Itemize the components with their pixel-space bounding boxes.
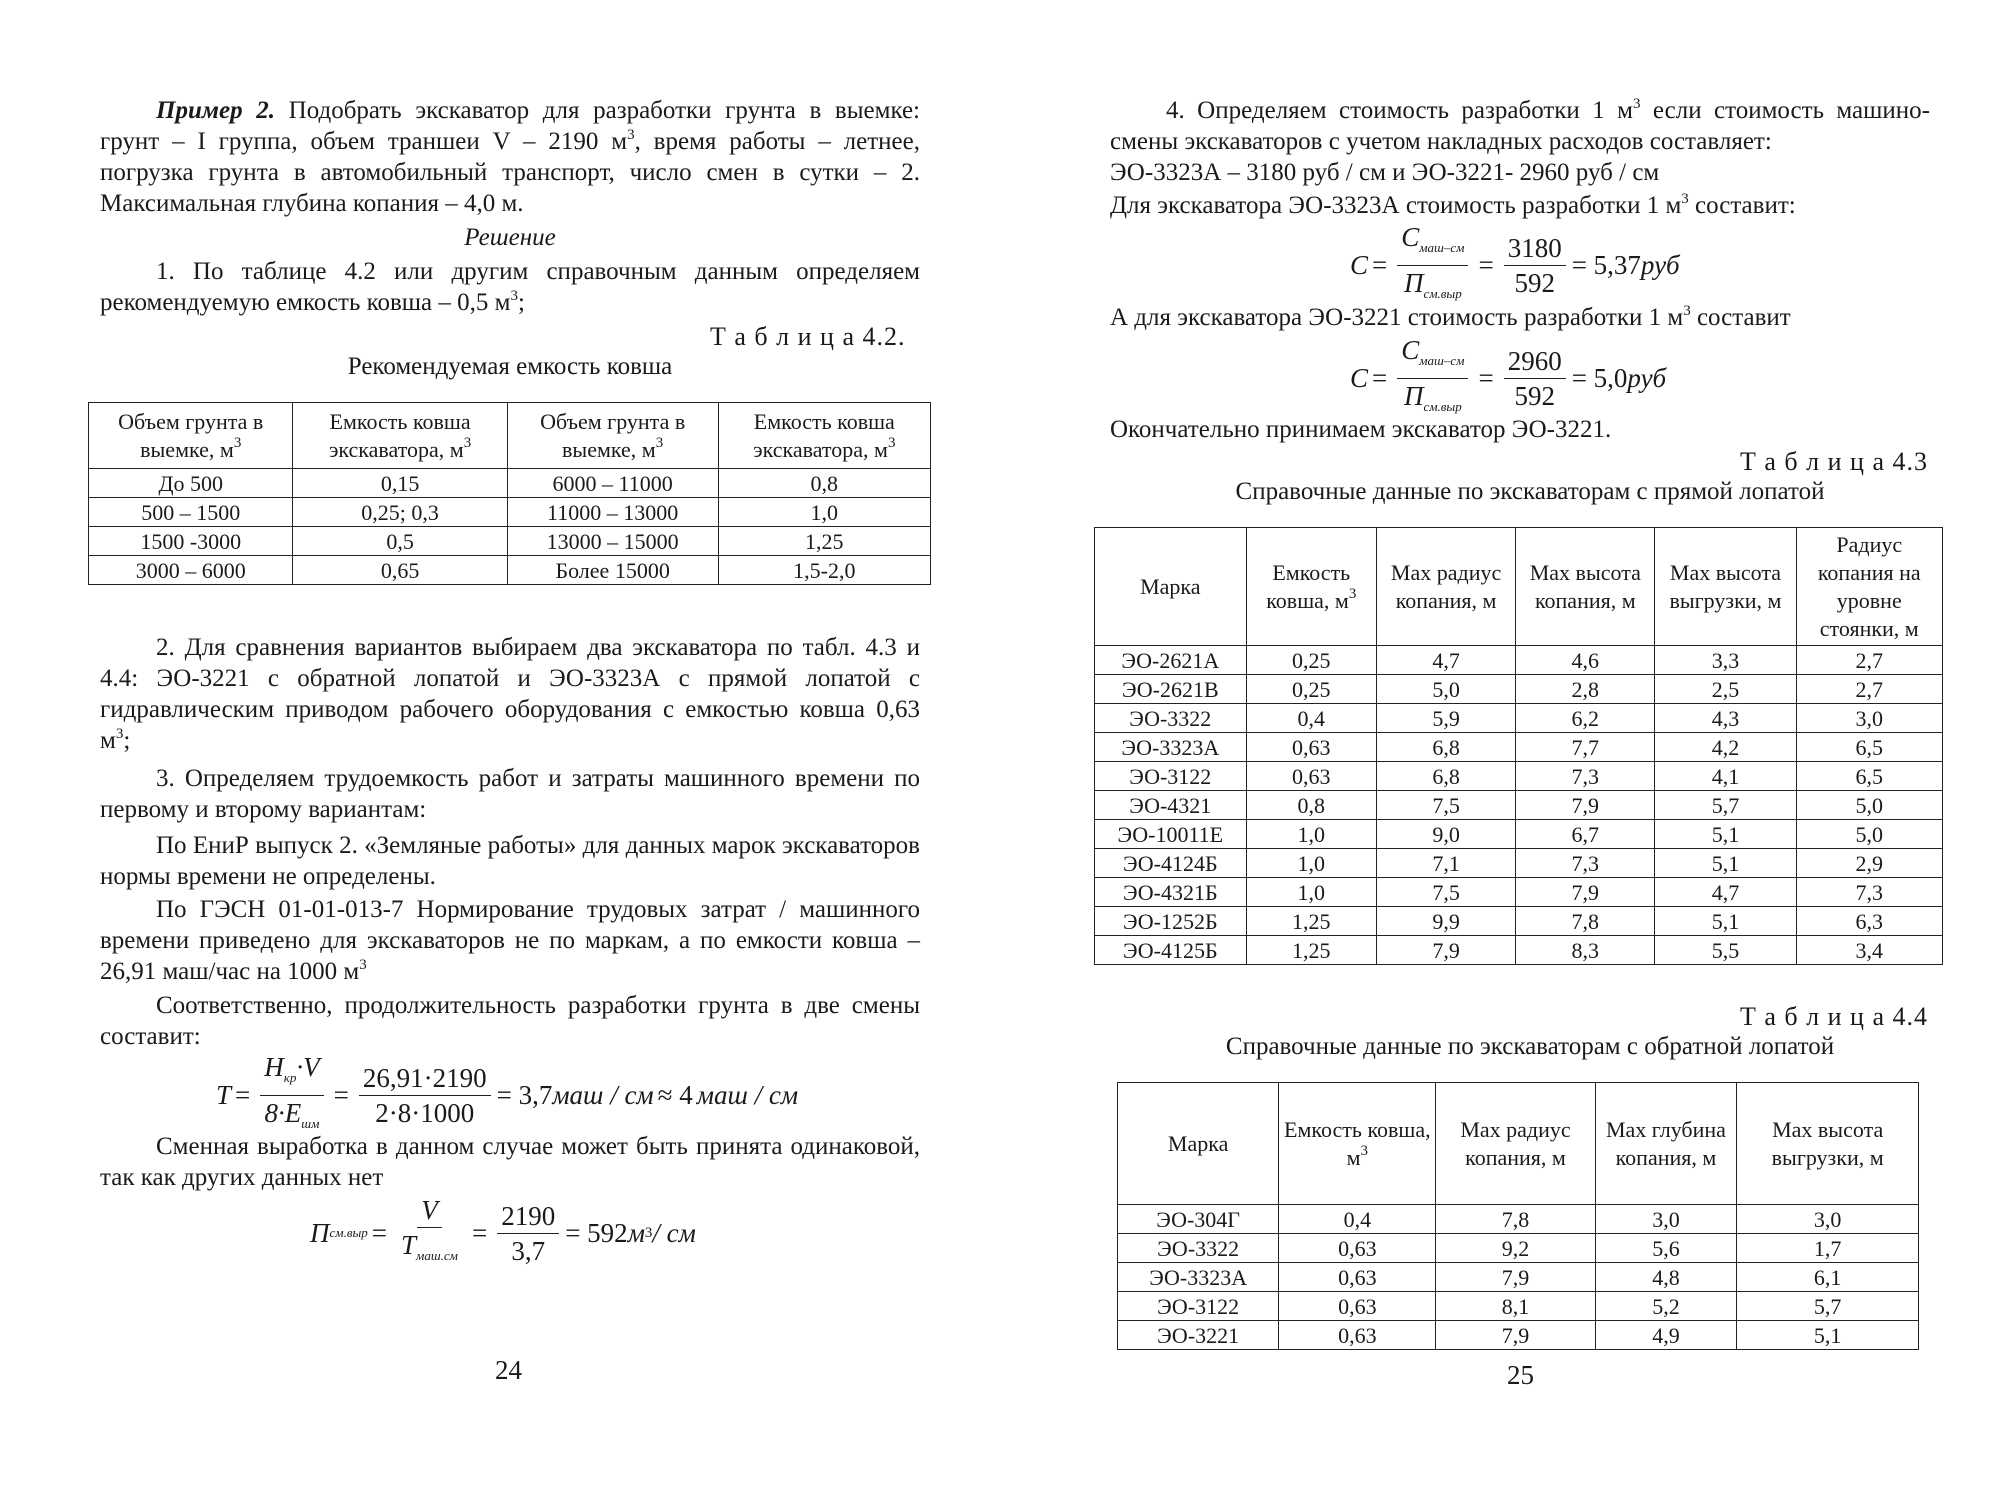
- step-3-paragraph: [100, 763, 920, 825]
- table-cell: 3,3: [1655, 646, 1796, 675]
- table-row: [1095, 878, 1943, 907]
- table-header-cell: Объем грунта в выемке, $м^3$: [89, 403, 293, 469]
- table-cell: 8,1: [1436, 1292, 1595, 1321]
- table-cell: 0,63: [1279, 1321, 1436, 1350]
- table-cell: 7,9: [1376, 936, 1515, 965]
- formula-fraction: $\frac{H_{кр}\cdot V}{8\cdot E_{шм}}$: [260, 1052, 323, 1139]
- table-cell: 4,3: [1655, 704, 1796, 733]
- output-paragraph: [100, 1131, 920, 1193]
- table-cell: 0,63: [1246, 733, 1376, 762]
- table-row: [89, 527, 931, 556]
- table-cell: 1,25: [1246, 936, 1376, 965]
- table-cell: 6,5: [1796, 733, 1942, 762]
- table-row: [1095, 646, 1943, 675]
- table-cell: 11000 – 13000: [507, 498, 718, 527]
- table-cell: 1,0: [1246, 849, 1376, 878]
- table-header-cell: Емкость ковша экскаватора, $м^3$: [718, 403, 930, 469]
- table-cell: 1,25: [1246, 907, 1376, 936]
- enir-text: По ЕниР выпуск 2. «Земляные работы» для данных марок экскаваторов нормы времени не определены.: [100, 832, 920, 890]
- table-cell: 7,9: [1436, 1263, 1595, 1292]
- table-cell: 5,0: [1376, 675, 1515, 704]
- table-cell: 2,9: [1796, 849, 1942, 878]
- table-cell: 7,5: [1376, 791, 1515, 820]
- step-1-paragraph: 1. По таблице 4.2 или другим справочным данным определяем рекомендуемую емкость ковша – 0,5 $м^3$;: [100, 258, 920, 316]
- table-cell: ЭО-2621В: [1095, 675, 1247, 704]
- table-cell: 2,5: [1655, 675, 1796, 704]
- step-1-text: 1. По таблице 4.2 или другим справочным данным определяем рекомендуемую емкость ковша – 0,5 м: [100, 258, 920, 316]
- duration-paragraph: [100, 990, 920, 1052]
- table-cell: 7,9: [1516, 791, 1655, 820]
- table-cell: ЭО-4124Б: [1095, 849, 1247, 878]
- formula-fraction: $\frac{V}{T_{маш.см}}$: [401, 1195, 458, 1263]
- step-2-end: ;: [123, 727, 131, 754]
- table-cell: 0,65: [293, 556, 507, 585]
- table-cell: 7,3: [1516, 762, 1655, 791]
- formula-fraction: $\frac{C_{маш-см}}{П_{см.выр}}$: [1397, 222, 1468, 309]
- table-row: [1095, 733, 1943, 762]
- table-cell: 6,5: [1796, 762, 1942, 791]
- page-number: 24: [495, 1355, 522, 1385]
- cost-b-paragraph: А для экскаватора ЭО-3221 стоимость разработки 1 $м^3$ составит: [1110, 303, 1791, 331]
- table-cell: ЭО-3322: [1095, 704, 1247, 733]
- table-cell: 0,25; 0,3: [293, 498, 507, 527]
- table-cell: 0,15: [293, 469, 507, 498]
- table-header-cell: Max высота копания, м: [1516, 528, 1655, 646]
- table-cell: До 500: [89, 469, 293, 498]
- table-row: [1095, 936, 1943, 965]
- table-header-cell: Емкость ковша экскаватора, $м^3$: [293, 403, 507, 469]
- table-cell: ЭО-304Г: [1118, 1205, 1279, 1234]
- table-cell: 0,4: [1279, 1205, 1436, 1234]
- table-header-cell: Объем грунта в выемке, $м^3$: [507, 403, 718, 469]
- formula-unit: м: [627, 1217, 645, 1248]
- table-cell: 3,0: [1737, 1205, 1919, 1234]
- table-cell: ЭО-10011Е: [1095, 820, 1247, 849]
- output-text: Сменная выработка в данном случае может быть принята одинаковой, так как других данных нет: [100, 1133, 920, 1191]
- table-cell: 0,8: [718, 469, 930, 498]
- formula-result: = 3,7: [496, 1080, 553, 1110]
- table-cell: 7,3: [1516, 849, 1655, 878]
- table-row: [1095, 820, 1943, 849]
- table-row: [1118, 1263, 1919, 1292]
- table-row: [1095, 907, 1943, 936]
- table-cell: 0,4: [1246, 704, 1376, 733]
- table-cell: 7,8: [1436, 1205, 1595, 1234]
- table-cell: 5,5: [1655, 936, 1796, 965]
- table-4-2-label: Т а б л и ц а 4.2.: [710, 322, 906, 351]
- table-cell: 6,7: [1516, 820, 1655, 849]
- table-cell: ЭО-1252Б: [1095, 907, 1247, 936]
- table-cell: 5,1: [1655, 849, 1796, 878]
- table-header-cell: Емкость ковша, $м^3$: [1279, 1083, 1436, 1205]
- step-3-text: 3. Определяем трудоемкость работ и затраты машинного времени по первому и второму вариантам:: [100, 765, 920, 823]
- example-text: Подобрать экскаватор для разработки грунта в выемке: грунт – I группа, объем траншеи V – 2190 м: [100, 97, 921, 155]
- cost-b-text: А для экскаватора ЭО-3221 стоимость разработки 1 м: [1110, 304, 1684, 331]
- table-cell: 7,8: [1516, 907, 1655, 936]
- table-row: [89, 469, 931, 498]
- formula-fraction: $\frac{C_{маш-см}}{П_{см.выр}}$: [1397, 335, 1468, 422]
- table-cell: 3,0: [1796, 704, 1942, 733]
- table-cell: 7,5: [1376, 878, 1515, 907]
- table-cell: 7,7: [1516, 733, 1655, 762]
- formula-duration: T = $\frac{H_{кр}\cdot V}{8\cdot E_{шм}}$ = $\frac{26,91\cdot 2190}{2\cdot 8\cdot 1000}$ = 3,7 маш / см ≈ 4 маш / см: [216, 1052, 798, 1139]
- table-cell: 1,0: [718, 498, 930, 527]
- table-cell: 4,9: [1595, 1321, 1737, 1350]
- table-cell: 0,63: [1279, 1234, 1436, 1263]
- formula-fraction-values: $\frac{2960}{592}$: [1504, 346, 1566, 411]
- formula-unit: руб: [1640, 250, 1680, 280]
- table-cell: 9,2: [1436, 1234, 1595, 1263]
- duration-text: Соответственно, продолжительность разработки грунта в две смены составит:: [100, 992, 920, 1050]
- table-row: [1095, 675, 1943, 704]
- table-header-cell: Радиус копания на уровне стоянки, м: [1796, 528, 1942, 646]
- table-cell: 2,8: [1516, 675, 1655, 704]
- table-header-cell: Марка: [1095, 528, 1247, 646]
- table-cell: 9,0: [1376, 820, 1515, 849]
- table-cell: 0,5: [293, 527, 507, 556]
- table-cell: 1,5-2,0: [718, 556, 930, 585]
- table-cell: ЭО-2621А: [1095, 646, 1247, 675]
- formula-fraction-values: $\frac{3180}{592}$: [1504, 233, 1566, 298]
- table-4-4: [1117, 1082, 1919, 1350]
- table-cell: 1,0: [1246, 820, 1376, 849]
- formula-result: = 5,0: [1571, 363, 1628, 393]
- table-cell: 0,63: [1246, 762, 1376, 791]
- table-header-cell: Max высота выгрузки, м: [1655, 528, 1796, 646]
- table-cell: ЭО-3122: [1095, 762, 1247, 791]
- table-cell: 7,1: [1376, 849, 1515, 878]
- step-1-end: ;: [517, 289, 525, 316]
- table-cell: 0,25: [1246, 646, 1376, 675]
- table-cell: 3000 – 6000: [89, 556, 293, 585]
- table-cell: 2,7: [1796, 675, 1942, 704]
- table-4-3-label: Т а б л и ц а 4.3: [1740, 447, 1928, 476]
- table-row: [1095, 791, 1943, 820]
- table-4-3: [1094, 527, 1943, 965]
- table-row: [1095, 849, 1943, 878]
- formula-cost-b: C = $\frac{C_{маш-см}}{П_{см.выр}}$ = $\frac{2960}{592}$ = 5,0 руб: [1350, 335, 1666, 422]
- table-4-2: [88, 402, 931, 585]
- solution-heading: Решение: [464, 224, 556, 251]
- table-cell: 4,2: [1655, 733, 1796, 762]
- table-header-cell: Max радиус копания, м: [1376, 528, 1515, 646]
- table-4-3-title: Справочные данные по экскаваторам с прямой лопатой: [1235, 478, 1825, 505]
- table-cell: 6,3: [1796, 907, 1942, 936]
- table-cell: 5,7: [1737, 1292, 1919, 1321]
- table-cell: 5,0: [1796, 791, 1942, 820]
- table-cell: 9,9: [1376, 907, 1515, 936]
- table-cell: 5,1: [1655, 907, 1796, 936]
- table-cell: 7,9: [1436, 1321, 1595, 1350]
- page-number: 25: [1507, 1360, 1534, 1390]
- table-cell: 5,0: [1796, 820, 1942, 849]
- table-4-4-label: Т а б л и ц а 4.4: [1740, 1002, 1928, 1031]
- table-cell: 3,4: [1796, 936, 1942, 965]
- table-cell: 0,8: [1246, 791, 1376, 820]
- step-4-paragraph: 4. Определяем стоимость разработки 1 $м^3$ если стоимость машино-смены экскаваторов с учетом накладных расходов составляет: ЭО-3323А – 3180 руб / см и ЭО-3221- 2960 руб / см: [1110, 96, 1930, 186]
- step-4-text: 4. Определяем стоимость разработки 1 м: [1166, 97, 1633, 124]
- table-cell: 3,0: [1595, 1205, 1737, 1234]
- enir-paragraph: [100, 830, 920, 892]
- table-cell: 1,0: [1246, 878, 1376, 907]
- formula-output: П см.выр = $\frac{V}{T_{маш.см}}$ = $\frac{2190}{3,7}$ = 592 м 3 / см: [310, 1195, 696, 1271]
- table-header-cell: Max высота выгрузки, м: [1737, 1083, 1919, 1205]
- table-cell: 6000 – 11000: [507, 469, 718, 498]
- formula-unit: руб: [1627, 363, 1667, 393]
- table-row: [1095, 762, 1943, 791]
- cost-b-end: составит: [1690, 304, 1791, 331]
- table-4-2-title: Рекомендуемая емкость ковша: [347, 353, 673, 380]
- table-cell: 0,63: [1279, 1263, 1436, 1292]
- table-cell: ЭО-4125Б: [1095, 936, 1247, 965]
- formula-approx: ≈ 4: [657, 1080, 693, 1110]
- table-cell: ЭО-3221: [1118, 1321, 1279, 1350]
- table-cell: 4,8: [1595, 1263, 1737, 1292]
- table-row: [1118, 1321, 1919, 1350]
- table-cell: 7,9: [1516, 878, 1655, 907]
- table-cell: 5,6: [1595, 1234, 1737, 1263]
- cost-a-text: Для экскаватора ЭО-3323А стоимость разработки 1 м: [1110, 192, 1682, 219]
- table-header-cell: Емкость ковша, $м^3$: [1246, 528, 1376, 646]
- table-cell: 7,3: [1796, 878, 1942, 907]
- table-cell: 5,1: [1655, 820, 1796, 849]
- table-cell: 4,6: [1516, 646, 1655, 675]
- prices-text: ЭО-3323А – 3180 руб / см и ЭО-3221- 2960 руб / см: [1110, 159, 1660, 186]
- step-2-paragraph: 2. Для сравнения вариантов выбираем два экскаватора по табл. 4.3 и 4.4: ЭО-3221 с обратной лопатой и ЭО-3323А с прямой лопатой с гидравлическим приводом рабочего оборудования с емкостью ковша 0,63 $м^3$;: [100, 634, 920, 754]
- table-cell: 2,7: [1796, 646, 1942, 675]
- gesn-paragraph: По ГЭСН 01-01-013-7 Нормирование трудовых затрат / машинного времени приведено для экскаваторов не по маркам, а по емкости ковша – 26,91 маш/час на 1000 $м^3$: [100, 896, 920, 985]
- table-cell: 6,8: [1376, 762, 1515, 791]
- table-cell: 500 – 1500: [89, 498, 293, 527]
- step-2-text: 2. Для сравнения вариантов выбираем два экскаватора по табл. 4.3 и 4.4: ЭО-3221 с обратной лопатой и ЭО-3323А с прямой лопатой с гидравлическим приводом рабочего оборудования с емкостью ковша 0,63 м: [100, 634, 920, 754]
- table-cell: 5,7: [1655, 791, 1796, 820]
- table-cell: ЭО-3322: [1118, 1234, 1279, 1263]
- table-header-cell: Max радиус копания, м: [1436, 1083, 1595, 1205]
- table-row: [89, 498, 931, 527]
- table-cell: 4,1: [1655, 762, 1796, 791]
- formula-result: = 5,37: [1571, 250, 1641, 280]
- gesn-text: По ГЭСН 01-01-013-7 Нормирование трудовых затрат / машинного времени приведено для экскаваторов не по маркам, а по емкости ковша – 26,91 маш/час на 1000 м: [100, 896, 920, 985]
- example-paragraph: Пример 2. Подобрать экскаватор для разработки грунта в выемке: грунт – I группа, объем траншеи V – 2190 $м^3$, время работы – летнее, погрузка грунта в автомобильный транспорт, число смен в сутки – 2. Максимальная глубина копания – 4,0 м.: [100, 97, 921, 217]
- table-cell: ЭО-4321: [1095, 791, 1247, 820]
- table-cell: 4,7: [1376, 646, 1515, 675]
- table-cell: ЭО-3323А: [1095, 733, 1247, 762]
- example-heading: Пример 2.: [156, 97, 275, 124]
- table-cell: ЭО-3323А: [1118, 1263, 1279, 1292]
- cost-a-paragraph: Для экскаватора ЭО-3323А стоимость разработки 1 $м^3$ составит:: [1110, 191, 1796, 219]
- table-row: [1118, 1205, 1919, 1234]
- table-cell: 13000 – 15000: [507, 527, 718, 556]
- table-cell: 0,25: [1246, 675, 1376, 704]
- table-cell: 1,7: [1737, 1234, 1919, 1263]
- table-cell: 5,1: [1737, 1321, 1919, 1350]
- table-cell: 6,1: [1737, 1263, 1919, 1292]
- formula-lhs: T: [216, 1080, 232, 1110]
- final-text: Окончательно принимаем экскаватор ЭО-3221.: [1110, 416, 1612, 443]
- right-page: [1000, 0, 2000, 1494]
- table-cell: 4,7: [1655, 878, 1796, 907]
- table-cell: 5,9: [1376, 704, 1515, 733]
- formula-unit: маш / см: [552, 1080, 654, 1110]
- table-cell: ЭО-3122: [1118, 1292, 1279, 1321]
- formula-unit-2: маш / см: [696, 1080, 799, 1110]
- formula-result: = 592: [565, 1217, 628, 1248]
- table-cell: 8,3: [1516, 936, 1655, 965]
- table-cell: 1,25: [718, 527, 930, 556]
- table-cell: ЭО-4321Б: [1095, 878, 1247, 907]
- step-4-text-2: если стоимость машино-смены экскаваторов с учетом накладных расходов составляет:: [1110, 97, 1930, 155]
- table-cell: 6,2: [1516, 704, 1655, 733]
- formula-cost-a: C = $\frac{C_{маш-см}}{П_{см.выр}}$ = $\frac{3180}{592}$ = 5,37 руб: [1350, 222, 1680, 309]
- table-row: [1118, 1292, 1919, 1321]
- table-cell: 6,8: [1376, 733, 1515, 762]
- formula-fraction-values: $\frac{26,91\cdot 2190}{2\cdot 8\cdot 1000}$: [359, 1063, 491, 1128]
- cost-a-end: составит:: [1688, 192, 1796, 219]
- table-row: [1118, 1234, 1919, 1263]
- formula-fraction-values: $\frac{2190}{3,7}$: [497, 1201, 559, 1266]
- table-row: [1095, 704, 1943, 733]
- table-cell: Более 15000: [507, 556, 718, 585]
- table-header-cell: Марка: [1118, 1083, 1279, 1205]
- example-text-2: , время работы – летнее, погрузка грунта в автомобильный транспорт, число смен в сутки – 2. Максимальная глубина копания – 4,0 м.: [100, 128, 920, 217]
- table-row: [89, 556, 931, 585]
- table-cell: 1500 -3000: [89, 527, 293, 556]
- table-cell: 0,63: [1279, 1292, 1436, 1321]
- table-cell: 5,2: [1595, 1292, 1737, 1321]
- table-header-cell: Max глубина копания, м: [1595, 1083, 1737, 1205]
- table-4-4-title: Справочные данные по экскаваторам с обратной лопатой: [1225, 1033, 1835, 1060]
